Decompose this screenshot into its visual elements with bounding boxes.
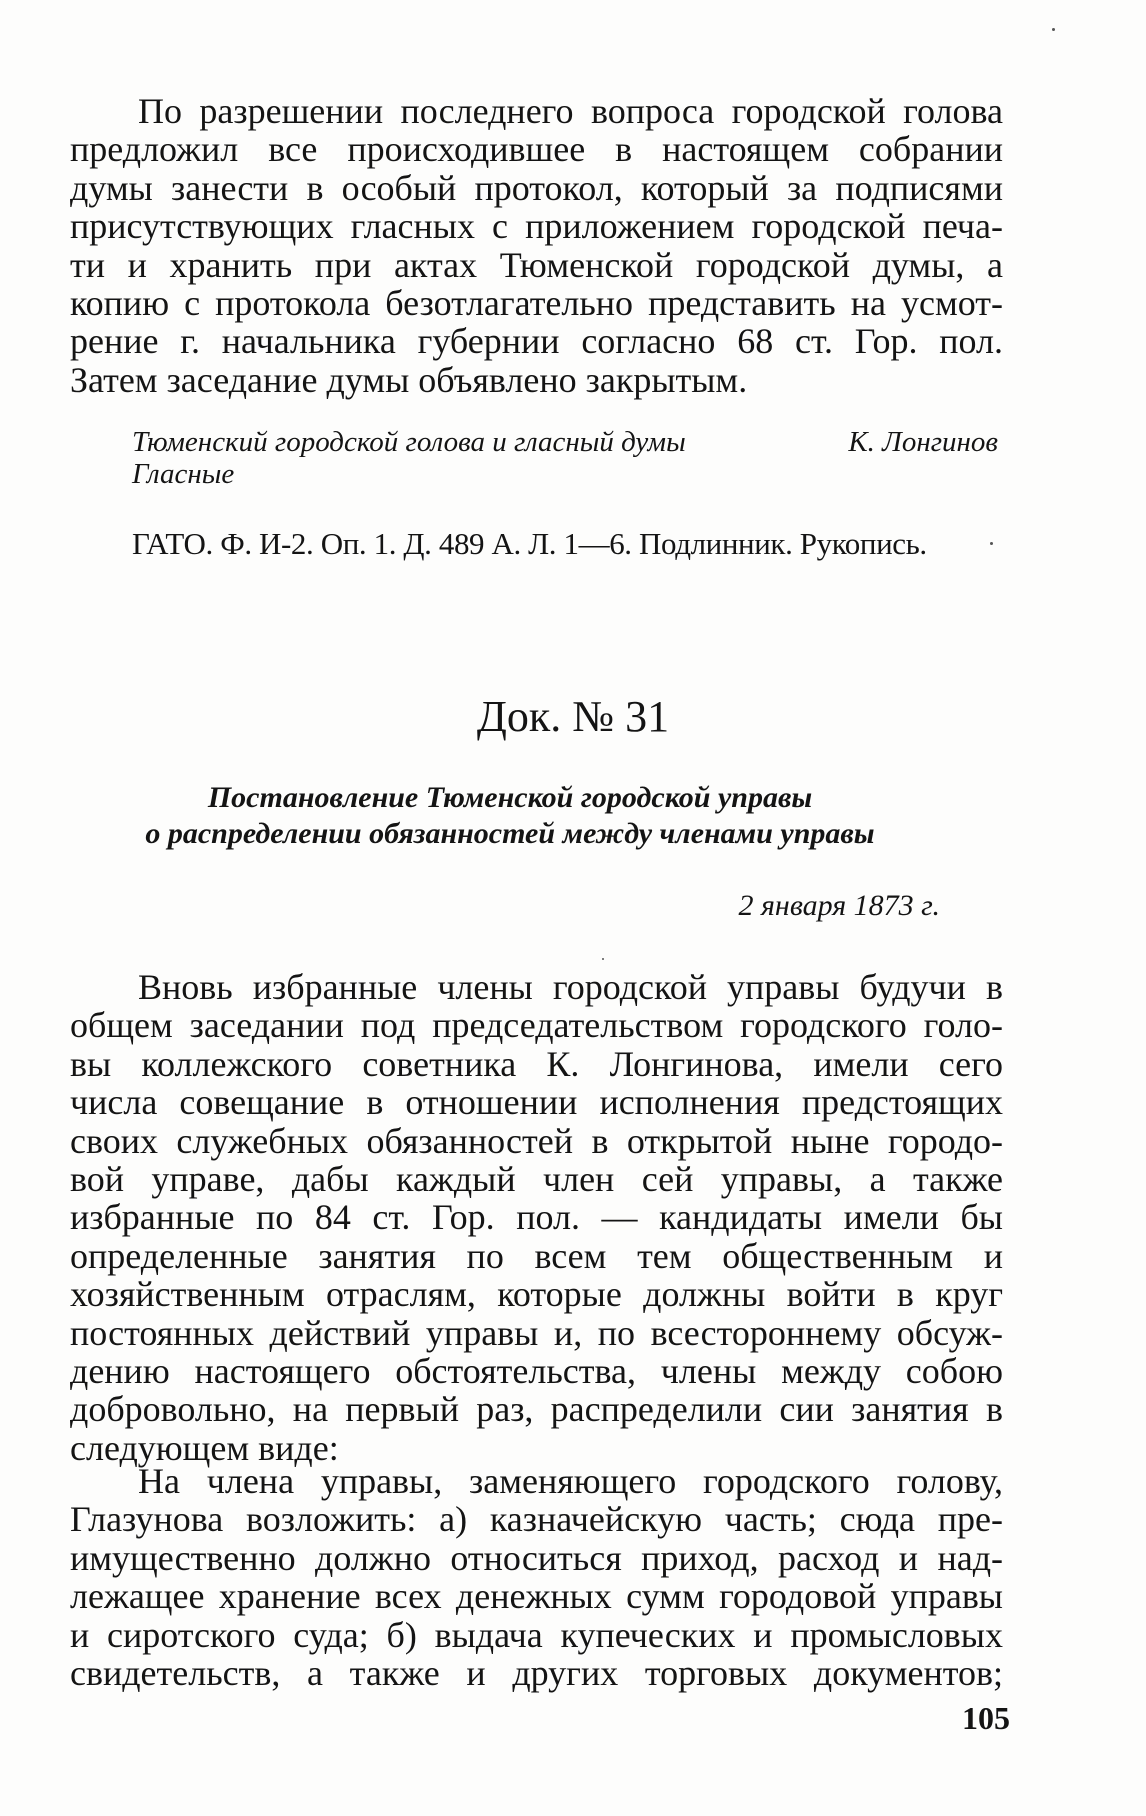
text-line: дению настоящего обстоятельства, члены между собою [70,1351,1003,1392]
text-line: Глазунова возложить: а) казначейскую часть; сюда пре- [70,1499,1003,1540]
text-line: имущественно должно относиться приход, расход и над- [70,1537,1003,1578]
text-line: свидетельств, а также и других торговых документов; [70,1653,1003,1694]
text-line: хозяйственным отраслям, которые должны войти в круг [70,1274,1003,1315]
text-line: числа совещание в отношении исполнения предстоящих [70,1082,1003,1123]
text-line: избранные по 84 ст. Гор. пол. — кандидаты имели бы [70,1197,1003,1238]
text-line: копию с протокола безотлагательно представить на усмот- [70,283,1003,324]
heading-line: Постановление Тюменской городской управы [207,781,813,814]
text-line: определенные занятия по всем тем общественным и [70,1235,1003,1276]
text-line: думы занести в особый протокол, который за подписями [70,167,1003,208]
paragraph-board-meeting [70,968,1003,1467]
text-line: постоянных действий управы и, по всестороннему обсуж- [70,1312,1003,1353]
text-line: вы коллежского советника К. Лонгинова, имели сего [70,1043,1003,1084]
text-line: присутствующих гласных с приложением городской печа- [70,206,1003,247]
text-line: По разрешении последнего вопроса городской голова [138,91,1003,131]
print-speck [1052,28,1055,31]
signature-name: К. Лонгинов [848,426,998,458]
paragraph-session-closing [70,92,1003,399]
text-line: рение г. начальника губернии согласно 68 ст. Гор. пол. [70,321,1003,362]
document-date: 2 января 1873 г. [738,889,940,922]
print-speck [602,958,604,960]
text-line: На члена управы, заменяющего городского голову, [138,1461,1003,1501]
text-line: предложил все происходившее в настоящем собрании [70,129,1003,170]
paragraph-glazunov-duties [70,1462,1003,1692]
text-line: добровольно, на первый раз, распределили сии занятия в [70,1389,1003,1430]
print-speck [990,542,993,545]
archive-reference: ГАТО. Ф. И-2. Оп. 1. Д. 489 А. Л. 1—6. Подлинник. Рукопись. [132,526,927,561]
heading-line: о распределении обязанностей между членами управы [145,817,875,850]
text-line: Вновь избранные члены городской управы будучи в [138,967,1003,1007]
text-line: общем заседании под председательством городского голо- [70,1005,1003,1046]
text-line: следующем виде: [70,1427,339,1468]
page-number: 105 [962,1700,1010,1736]
text-line: своих служебных обязанностей в открытой ныне городо- [70,1120,1003,1161]
signature-title: Тюменский городской голова и гласный думы [132,426,686,458]
document-number-title: Док. № 31 [476,692,670,741]
text-line: лежащее хранение всех денежных сумм городовой управы [70,1576,1003,1617]
document-heading [60,780,960,852]
signature-block [132,426,998,490]
text-line: и сиротского суда; б) выдача купеческих и промысловых [70,1614,1003,1655]
signature-glasnye: Гласные [132,458,235,490]
text-line: Затем заседание думы объявлено закрытым. [70,359,748,400]
text-line: ти и хранить при актах Тюменской городской думы, а [70,244,1003,285]
text-line: вой управе, дабы каждый член сей управы, а также [70,1159,1003,1200]
